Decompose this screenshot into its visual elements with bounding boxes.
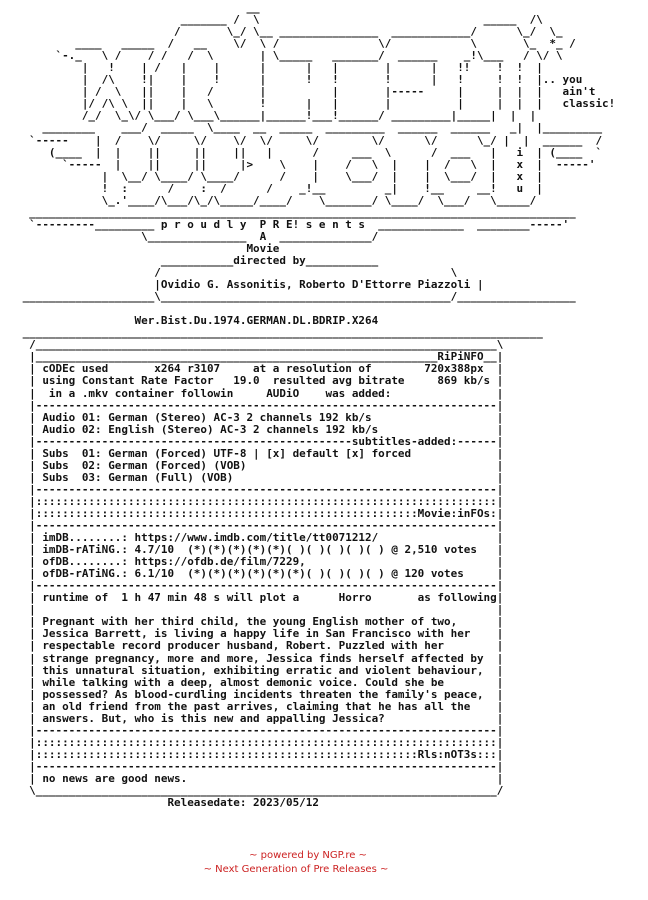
- powered-by-footer: ~ powered by NGP.re ~: [249, 850, 367, 861]
- nfo-text: __ _______ / \ _____ /\ / \_/ \__ _______________ ____________/ \_/ \_ ____ _____ / __ \/ \ / \/ \ \_ *_ / `-._ \ / / / / \ | \_____ _______/ ______ _!\___ / \/ \ | ! | / | | | | | | | !! ! ! | | /\ !| | ! | ! ! ! | ! ! ! |.. you | / \ || | / | | |----- | | | | ain't |/ /\ \ || | \ ! | | | | | | | classic! /_/ \_\/ \___/ \___\______|______!___!______/ _________|_____| | | ________ ___/ _____ \____ __ _____ _________ ______ ______ _| |_________ `----- | / \/ \/ \/ \/ \/ \/ \/ \_/ | | ______ / (____ | | || || || | / ___ \ / ___ | i | (____ ` `----- | || || |> \ | / \ | | / \ | x | -----' | \__/ \____/ \____/ / | \___/ | | \___/ | x | ! : / : / / _!__ _| !__ __! u | \_.'____/\___/\_/\_____/____/ \_______/ \____/ \___/ \_____/ ___________________________________________________________________________________ `---------_________ p r o u d l y P R E! s e n t s _____________ ________-----' \_______________ A ______________/ Movie ___________directed by___________ / \ |Ovidio G. Assonitis, Roberto D'Ettorre Piazzoli | ____________________\____________________________________________/__________________ Wer.Bist.Du.1974.GERMAN.DL.BDRIP.X264 _______________________________________________________________________________ /______________________________________________________________________\ |_____________________________________________________________RiPiNFO__| | cODEc used x264 r3107 at a resolution of 720x388px | | using Constant Rate Factor 19.0 resulted avg bitrate 869 kb/s | | in a .mkv container followin AUDiO was added: | |----------------------------------------------------------------------| | Audio 01: German (Stereo) AC-3 2 channels 192 kb/s | | Audio 02: English (Stereo) AC-3 2 channels 192 kb/s | |------------------------------------------------subtitles-added:------| | Subs 01: German (Forced) UTF-8 | [x] default [x] forced | | Subs 02: German (Forced) (VOB) | | Subs 03: German (Full) (VOB) | |----------------------------------------------------------------------| |::::::::::::::::::::::::::::::::::::::::::::::::::::::::::::::::::::::| |::::::::::::::::::::::::::::::::::::::::::::::::::::::::::Movie:inFOs:| |----------------------------------------------------------------------| | imDB........: https://www.imdb.com/title/tt0071212/ | | imDB-rATiNG.: 4.7/10 (*)(*)(*)(*)(*)( )( )( )( )( ) @ 2,510 votes | | ofDB........: https://ofdb.de/film/7229, | | ofDB-rATiNG.: 6.1/10 (*)(*)(*)(*)(*)(*)( )( )( )( ) @ 120 votes | |----------------------------------------------------------------------| | runtime of 1 h 47 min 48 s will plot a Horro as following| | | | Pregnant with her third child, the young English mother of two, | | Jessica Barrett, is living a happy life in San Francisco with her | | respectable record producer husband, Robert. Puzzled with her | | strange pregnancy, more and more, Jessica finds herself affected by | | this unnatural situation, exhibiting erratic and violent behaviour, | | while talking with a deep, almost demonic voice. Could she be | | possessed? As blood-curdling incidents threaten the family's peace, | | an old friend from the past arrives, claiming that he has all the | | answers. But, who is this new and appalling Jessica? | |----------------------------------------------------------------------| |::::::::::::::::::::::::::::::::::::::::::::::::::::::::::::::::::::::| |::::::::::::::::::::::::::::::::::::::::::::::::::::::::::Rls:nOT3s:::| |----------------------------------------------------------------------| | no news are good news. | \______________________________________________________________________/ Releasedate: 2023/05/12: [22, 1, 616, 810]
- next-generation-footer: ~ Next Generation of Pre Releases ~: [203, 864, 389, 875]
